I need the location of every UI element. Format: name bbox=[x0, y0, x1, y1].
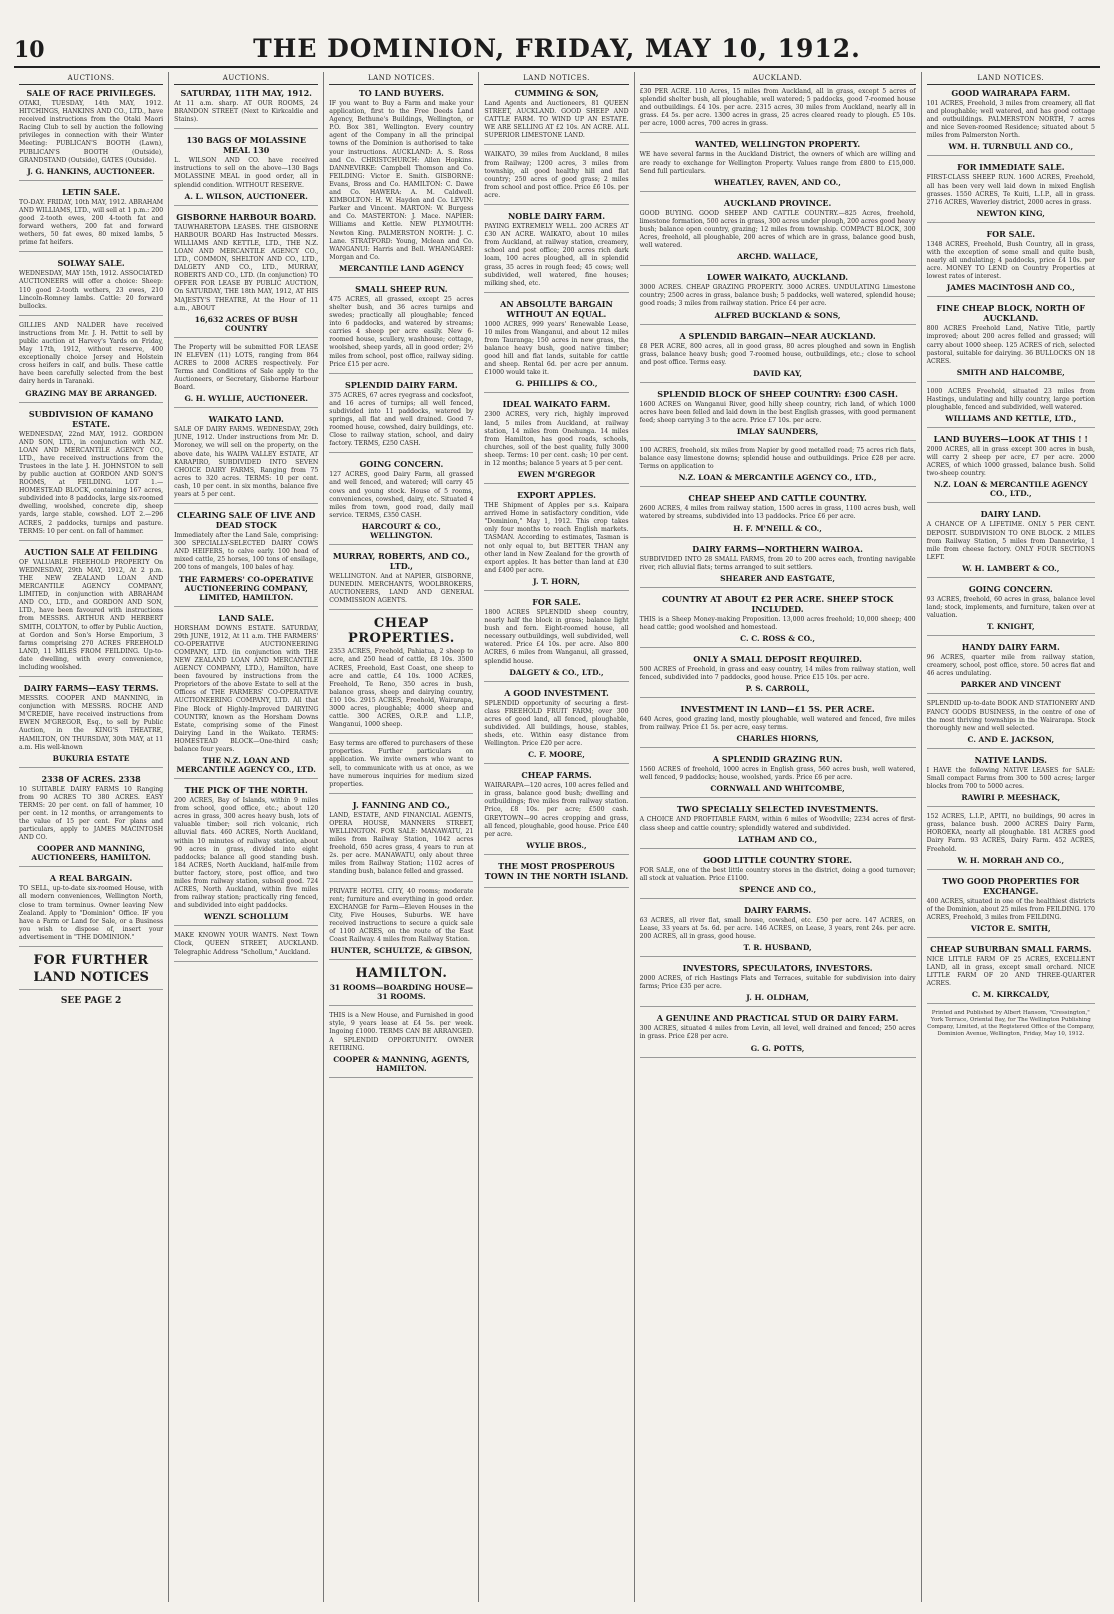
column-heading: AUCKLAND. bbox=[640, 74, 916, 85]
ad-title: DAIRY FARMS—NORTHERN WAIROA. bbox=[692, 543, 863, 554]
advertisement bbox=[484, 861, 628, 888]
ad-body: 500 ACRES of Freehold, in grass and easy country, 14 miles from railway station, well fenced, subdivided into 7 paddocks, good house. Price £15 10s. per acre. bbox=[639, 665, 916, 681]
advertisement bbox=[484, 151, 628, 205]
ad-body: £8 PER ACRE, 800 acres, all in good grass, 80 acres ploughed and sown in English grass, balance heavy bush; good 7-roomed house, outbuildings, etc.; close to school and post office. Terms easy. bbox=[639, 342, 916, 366]
ad-title: TO LAND BUYERS. bbox=[358, 88, 444, 98]
ad-body: 127 ACRES, good Dairy Farm, all grassed and well fenced, and watered; will carry 45 cows and young stock. House of 5 rooms, conveniences, cowshed, dairy, etc. Situated 4 miles from town, good road, daily mail service. TERMS, £350 CASH. bbox=[329, 471, 474, 519]
advertisement bbox=[484, 211, 628, 293]
ad-signature: W. H. LAMBERT & CO., bbox=[962, 563, 1060, 573]
ad-signature: H. F. M'NEILL & CO., bbox=[733, 523, 822, 533]
advertisement bbox=[484, 490, 628, 591]
ad-signature: G. H. WYLLIE, AUCTIONEER. bbox=[184, 394, 308, 404]
ad-body: LAND, ESTATE, AND FINANCIAL AGENTS, OPERA HOUSE, MANNERS STREET, WELLINGTON. FOR SALE: MANAWATU, 21 miles from Railway Station, 1042 acres freehold, 650 acres grass, 4 years to run at 2s. per acre. MANAWATU, only about three miles from Railway Station; 1102 acres of standing bush, balance felled and grassed. bbox=[329, 811, 474, 876]
ad-title: FOR FURTHER bbox=[33, 953, 149, 969]
ad-title: AN ABSOLUTE BARGAIN WITHOUT AN EQUAL. bbox=[500, 298, 613, 319]
ad-signature: N.Z. LOAN & MERCANTILE AGENCY CO., LTD., bbox=[933, 480, 1088, 499]
ad-body: 300 ACRES, situated 4 miles from Levin, all level, well drained and fenced; 250 acres in grass. Price £28 per acre. bbox=[639, 1025, 916, 1041]
advertisement bbox=[927, 700, 1095, 748]
advertisement bbox=[927, 509, 1095, 577]
ad-body: Easy terms are offered to purchasers of these properties. Further particulars on application. We invite owners who want to sell, to communicate with us at once, as we have numerous inquiries for medium sized properties. bbox=[329, 740, 474, 788]
ad-body: 400 ACRES, situated in one of the healthiest districts of the Dominion, about 25 miles from FEILDING. 170 ACRES, Freehold, 3 miles from FEILDING. bbox=[926, 897, 1095, 921]
ad-title: GOING CONCERN. bbox=[968, 583, 1053, 594]
ad-title: SMALL SHEEP RUN. bbox=[355, 283, 448, 294]
column-5 bbox=[635, 72, 922, 1602]
advertisement bbox=[640, 493, 916, 537]
ad-title: 130 BAGS OF MOLASSINE MEAL 130 bbox=[186, 135, 306, 156]
ad-signature: SHEARER AND EASTGATE, bbox=[720, 573, 836, 583]
ad-title: SPLENDID BLOCK OF SHEEP COUNTRY: £300 CASH. bbox=[657, 388, 898, 399]
advertisement bbox=[329, 966, 473, 1006]
ad-title: CHEAP PROPERTIES. bbox=[347, 616, 455, 647]
ad-body: TAUWHARETOPA LEASES. THE GISBORNE HARBOUR BOARD Has Instructed Messrs. WILLIAMS AND KETTLE, LTD., THE N.Z. LOAN AND MERCANTILE AGENCY CO., LTD., COMMON, SHELTON AND CO., LTD., DALGETY AND CO., LTD., MURRAY, ROBERTS AND CO., LTD. (In conjunction) TO OFFER FOR LEASE BY PUBLIC AUCTION, On SATURDAY, THE 18th MAY, 1912, AT HIS MAJESTY'S THEATRE, At the Hour of 11 a.m., ABOUT bbox=[174, 223, 319, 312]
ad-signature: GRAZING MAY BE ARRANGED. bbox=[25, 388, 157, 398]
ad-body: 1600 ACRES on Wanganui River, good hilly sheep country, rich land, of which 1000 acres have been felled and laid down in the best English grasses, with good permanent feed; sheep carrying 3 to the acre. Price £7 10s. per acre. bbox=[639, 400, 916, 424]
column-4 bbox=[479, 72, 634, 1602]
advertisement bbox=[329, 888, 473, 961]
ad-body: 10 SUITABLE DAIRY FARMS 10 Ranging from 90 ACRES TO 380 ACRES. EASY TERMS: 20 per cent. on fall of hammer, 10 per cent. in 12 months, or arrangements to the value of 15 per cent. For plans and particulars, apply to JAMES MACINTOSH AND CO. bbox=[19, 785, 164, 842]
ad-title: LOWER WAIKATO, AUCKLAND. bbox=[707, 272, 849, 283]
ad-signature: C. C. ROSS & CO., bbox=[740, 633, 815, 643]
ad-signature: C. M. KIRKCALDY, bbox=[971, 990, 1050, 1000]
ad-signature: J. G. HANKINS, AUCTIONEER. bbox=[27, 166, 155, 176]
ad-title: LAND BUYERS—LOOK AT THIS ! ! bbox=[933, 434, 1088, 445]
ad-body: 3000 ACRES. CHEAP GRAZING PROPERTY. 3000 ACRES. UNDULATING Limestone country; 2500 acres in grass, balance bush; 5 paddocks, well watered, splendid house; good roads; 3 miles from railway station. Price £4 per acre. bbox=[639, 284, 916, 308]
advertisement bbox=[174, 212, 318, 338]
advertisement bbox=[927, 303, 1095, 381]
ad-body: 63 ACRES, all river flat, small house, cowshed, etc. £50 per acre. 147 ACRES, on Lease, 33 years at 5s. 6d. per acre. 146 ACRES, on Lease, 3 years, rent 24s. per acre. 200 ACRES, all in grass, good house. bbox=[639, 916, 916, 941]
column-2 bbox=[169, 72, 324, 1602]
ad-title: IDEAL WAIKATO FARM. bbox=[502, 399, 611, 410]
ad-title: THE PICK OF THE NORTH. bbox=[184, 785, 308, 796]
advertisement bbox=[19, 683, 163, 768]
ad-title: COUNTRY AT ABOUT £2 PER ACRE. SHEEP STOCK INCLUDED. bbox=[661, 593, 894, 614]
advertisement bbox=[19, 873, 163, 947]
column-1 bbox=[14, 72, 169, 1602]
column-heading: LAND NOTICES. bbox=[329, 74, 473, 85]
ad-body: 640 Acres, good grazing land, mostly ploughable, well watered and fenced, five miles from railway. Price £1 5s. per acre, easy terms. bbox=[639, 716, 916, 732]
ad-body: WEDNESDAY, MAY 15th, 1912. ASSOCIATED AUCTIONEERS will offer a choice: Sheep: 110 good 2-tooth wethers, 23 ewes, 210 Lincoln-Romney lambs. Cattle: 20 forward bullocks. bbox=[19, 270, 164, 310]
ad-body: TO SELL, up-to-date six-roomed House, with all modern conveniences, Wellington North, close to tram terminus. Owner leaving New Zealand. Apply to "Dominion" Office. IF you have a Farm or Land for Sale, or a Business you wish to dispose of, insert your advertisement in "THE DOMINION." bbox=[19, 885, 164, 941]
ad-body: 475 ACRES, all grassed, except 25 acres shelter bush, and 36 acres turnips and swedes; practically all ploughable; fenced into 6 paddocks, and watered by streams; carries 4 sheep per acre easily. New 6-roomed house, scullery, washhouse; cottage, woolshed, sheep yards, all in good order; 2½ miles from school, post office, railway siding. Price £15 per acre. bbox=[329, 295, 474, 368]
ad-title: SATURDAY, 11TH MAY, 1912. bbox=[180, 88, 312, 98]
ad-body: L. WILSON AND CO. have received instructions to sell on the above—130 Bags MOLASSINE MEAL in good order, all in splendid condition. WITHOUT RESERVE. bbox=[174, 157, 319, 189]
ad-signature: EWEN M'GREGOR bbox=[517, 470, 596, 480]
ad-signature: WM. H. TURNBULL AND CO., bbox=[948, 142, 1074, 152]
imprint-footer: Printed and Published by Albert Hansom, "Cressington," York Terrace, Oriental Bay, for The Wellington Publishing Company, Limited, at the Registered Office of the Company, Dominion Avenue, Wellington, Friday, May 10, 1912. bbox=[927, 1010, 1095, 1038]
see-page-note: SEE PAGE 2 bbox=[60, 996, 122, 1007]
ad-body: 152 ACRES, L.I.P., APITI, no buildings, 90 acres in grass, balance bush. 2000 ACRES Dairy Farm, HOROEKA, nearly all ploughable. 181 ACRES good Dairy Farm. 93 ACRES, Dairy Farm. 452 ACRES, Freehold. bbox=[926, 813, 1095, 853]
advertisement bbox=[329, 616, 473, 734]
advertisement bbox=[484, 770, 628, 855]
ad-title: HANDY DAIRY FARM. bbox=[961, 642, 1060, 653]
advertisement bbox=[640, 654, 916, 698]
ad-title: DAIRY FARMS. bbox=[744, 904, 812, 915]
advertisement bbox=[640, 88, 916, 133]
ad-title: FOR IMMEDIATE SALE. bbox=[957, 162, 1065, 173]
ad-title: TWO SPECIALLY SELECTED INVESTMENTS. bbox=[676, 804, 879, 815]
ad-signature: G. G. POTTS, bbox=[750, 1043, 805, 1053]
advertisement bbox=[19, 187, 163, 253]
ad-signature: W. H. MORRAH AND CO., bbox=[957, 855, 1065, 865]
ad-title: GOING CONCERN. bbox=[359, 459, 444, 470]
advertisement bbox=[927, 229, 1095, 297]
column-heading: LAND NOTICES. bbox=[484, 74, 628, 85]
ad-signature: T. KNIGHT, bbox=[986, 622, 1035, 632]
ad-title: DAIRY LAND. bbox=[980, 509, 1041, 520]
advertisement bbox=[174, 414, 318, 504]
ad-signature: CHARLES HIORNS, bbox=[736, 734, 819, 744]
ad-body: FIRST-CLASS SHEEP RUN. 1600 ACRES, Freehold, all has been very well laid down in mixed English grasses. 1550 ACRES, Te Kuiti, L.I.P., all in grass. 2716 ACRES, Waverley district, 2000 acres in grass. bbox=[926, 174, 1095, 206]
ad-signature: COOPER & MANNING, AGENTS, HAMILTON. bbox=[333, 1054, 470, 1073]
ad-body: OF VALUABLE FREEHOLD PROPERTY On WEDNESDAY, 29th MAY, 1912, At 2 p.m. THE NEW ZEALAND LOAN AND MERCANTILE AGENCY COMPANY, LIMITED, in conjunction with ABRAHAM AND CO., LTD., and GORDON AND SON, LTD., have been favoured with instructions from MESSRS. ARTHUR AND HERBERT SMITH, COLYTON, to offer by Public Auction, at Gordon and Son's Horse Emporium, 3 farms comprising 270 ACRES FREEHOLD LAND, 11 MILES FROM FEILDING. Up-to-date dwelling, with every convenience, including woolshed. bbox=[19, 558, 164, 671]
advertisement bbox=[329, 800, 473, 882]
ad-signature: NEWTON KING, bbox=[976, 208, 1045, 218]
ad-body: OTAKI, TUESDAY, 14th MAY, 1912. HITCHINGS, HANKINS AND CO., LTD., have received instructions from the Otaki Maori Racing Club to sell by auction the following privileges in connection with their Winter Meeting: PUBLICAN'S BOOTH (Lawn), PUBLICAN'S BOOTH (Outside), GRANDSTAND (Outside), GATES (Outside). bbox=[19, 100, 164, 164]
advertisement bbox=[19, 953, 163, 990]
advertisement bbox=[640, 963, 916, 1007]
ad-title: CUMMING & SON, bbox=[514, 88, 599, 98]
advertisement bbox=[927, 434, 1095, 503]
ad-title: NOBLE DAIRY FARM. bbox=[507, 211, 606, 222]
ad-signature: J. T. HORN, bbox=[533, 576, 580, 586]
advertisement bbox=[174, 510, 318, 606]
ad-title: SOLWAY SALE. bbox=[57, 258, 125, 269]
advertisement bbox=[329, 284, 473, 374]
advertisement bbox=[174, 932, 318, 961]
column-7 bbox=[922, 72, 1100, 1602]
ad-signature: HARCOURT & CO., WELLINGTON. bbox=[361, 521, 441, 540]
ad-body: TO-DAY. FRIDAY, 10th MAY, 1912. ABRAHAM AND WILLIAMS, LTD., will sell at 1 p.m.: 200 good 2-tooth ewes, 200 4-tooth fat and forward wethers, 200 fat and forward wethers, 50 fat ewes, 80 mixed lambs, 5 prime fat heifers. bbox=[19, 198, 164, 247]
ad-title: ONLY A SMALL DEPOSIT REQUIRED. bbox=[693, 653, 862, 664]
ad-signature: A. L. WILSON, AUCTIONEER. bbox=[184, 191, 308, 201]
ad-body: 2300 ACRES, very rich, highly improved land, 5 miles from Auckland, at railway station, 14 miles from Onehunga. 14 miles from Hamilton, has good roads, schools, churches, soil of the best quality, fully 3000 sheep. Terms: 10 per cent. cash; 10 per cent. in 12 months; balance 5 years at 5 per cent. bbox=[484, 411, 629, 467]
ad-signature: IMLAY SAUNDERS, bbox=[736, 427, 819, 437]
ad-body: THIS is a Sheep Money-making Proposition. 13,000 acres freehold; 10,000 sheep; 400 head cattle; good woolshed and homestead. bbox=[639, 615, 916, 631]
ad-title: GOOD WAIRARAPA FARM. bbox=[951, 88, 1071, 98]
advertisement bbox=[927, 642, 1095, 694]
advertisement bbox=[927, 755, 1095, 807]
ad-body: The Property will be submitted FOR LEASE IN ELEVEN (11) LOTS, ranging from 864 ACRES to 2008 ACRES respectively. For Terms and Conditions of Sale apply to the Auctioneers, or Secretary, Gisborne Harbour Board. bbox=[174, 343, 319, 392]
ad-title: A REAL BARGAIN. bbox=[49, 873, 133, 884]
advertisement bbox=[329, 1012, 473, 1077]
ad-body: 1800 ACRES SPLENDID sheep country, nearly half the block in grass; balance light bush and fern. Eight-roomed house, all necessary outbuildings, well subdivided, well watered. Price £4 10s. per acre. Also 800 ACRES, 6 miles from Wanganui, all grassed, splendid house. bbox=[484, 608, 629, 665]
ad-signature: HUNTER, SCHULTZE, & GIBSON, bbox=[330, 946, 473, 956]
ad-body: GILLIES AND NALDER have received instructions from Mr. J. H. Pettit to sell by public auction at Harvey's Yards on Friday, May 17th, 1912, without reserve, 400 exceptionally choice Jersey and Holstein cross heifers in calf, and bulls. These cattle have been carefully selected from the best dairy herds in Taranaki. bbox=[19, 321, 164, 386]
ad-title: AUCKLAND PROVINCE. bbox=[723, 197, 832, 208]
ad-title: CHEAP SUBURBAN SMALL FARMS. bbox=[930, 943, 1092, 954]
ad-title: NATIVE LANDS. bbox=[974, 754, 1047, 765]
advertisement bbox=[640, 855, 916, 899]
ad-signature: ARCHD. WALLACE, bbox=[737, 252, 819, 262]
ad-body: I HAVE the following NATIVE LEASES for SALE: Small compact Farms from 300 to 500 acres; larger blocks from 700 to 5000 acres. bbox=[926, 766, 1095, 791]
ad-body: THE Shipment of Apples per s.s. Kaipara arrived Home in satisfactory condition, vide "Dominion," May 1, 1912. This crop takes only four months to reach English markets. TASMAN. According to estimates, Tasman is not only equal to, but BETTER THAN any other land in New Zealand for the growth of export apples. It has better than land at £30 and £400 per acre. bbox=[484, 502, 629, 574]
advertisement bbox=[329, 740, 473, 794]
ad-signature: SPENCE AND CO., bbox=[739, 884, 817, 894]
advertisement bbox=[927, 388, 1095, 428]
ad-signature: VICTOR E. SMITH, bbox=[970, 923, 1051, 933]
ad-signature: THE FARMERS' CO-OPERATIVE AUCTIONEERING COMPANY, LIMITED, HAMILTON. bbox=[178, 574, 314, 602]
ad-signature: N.Z. LOAN & MERCANTILE AGENCY CO., LTD., bbox=[678, 473, 877, 483]
ad-body: PRIVATE HOTEL CITY, 40 rooms; moderate rent; furniture and everything in good order. EXCHANGE for Farm—Eleven Houses in the City, Five Houses, Suburbs. WE have received instructions to secure a quick sale of 1100 ACRES, on the route of the East Coast Railway. 4 miles from Railway Station. bbox=[329, 887, 474, 944]
ad-body: HORSHAM DOWNS ESTATE. SATURDAY, 29th JUNE, 1912, At 11 a.m. THE FARMERS' CO-OPERATIVE AUCTIONEERING COMPANY, LTD. (in conjunction with THE NEW ZEALAND LOAN AND MERCANTILE AGENCY COMPANY, LTD.), Hamilton, have been favoured by instructions from the Proprietors of the above Estate to sell at the Offices of THE FARMERS' CO-OPERATIVE AUCTIONEERING COMPANY, LTD. All that Fine Block of Highly-Improved DAIRYING COUNTRY, known as the Horsham Downs Estate, comprising some of the Finest Dairying Land in the Waikato. TERMS: HOMESTEAD BLOCK—One-third cash; balance four years. bbox=[174, 624, 319, 753]
ad-body: SPLENDID up-to-date BOOK AND STATIONERY AND FANCY GOODS BUSINESS, in the centre of one of the most thriving townships in the Wairarapa. Stock thoroughly new and well selected. bbox=[926, 700, 1095, 732]
ad-title: THE MOST PROSPEROUS TOWN IN THE NORTH ISLAND. bbox=[484, 860, 629, 881]
advertisement bbox=[174, 135, 318, 205]
ad-body: WE have several farms in the Auckland District, the owners of which are willing and are ready to exchange for Wellington Property. Values range from £800 to £15,000. Send full particulars. bbox=[639, 151, 916, 175]
ad-signature: JAMES MACINTOSH AND CO., bbox=[946, 283, 1075, 293]
ad-title: INVESTMENT IN LAND—£1 5S. PER ACRE. bbox=[680, 704, 875, 715]
ad-signature: WYLIE BROS., bbox=[526, 840, 587, 850]
advertisement bbox=[484, 688, 628, 765]
ad-body: 1000 ACRES, 999 years' Renewable Lease, 10 miles from Wanganui, and about 12 miles from Tauranga; 150 acres in new grass, the balance heavy bush, good native timber; good hill and flat lands, suitable for cattle and sheep. Rental 6d. per acre per annum. £1000 would take it. bbox=[484, 320, 629, 377]
ad-title: INVESTORS, SPECULATORS, INVESTORS. bbox=[682, 963, 873, 974]
advertisement bbox=[640, 331, 916, 383]
ad-title: DAIRY FARMS—EASY TERMS. bbox=[23, 683, 159, 694]
advertisement bbox=[927, 162, 1095, 222]
ad-title: 2338 OF ACRES. 2338 bbox=[41, 773, 141, 784]
advertisement bbox=[329, 459, 473, 545]
ad-title: FINE CHEAP BLOCK, NORTH OF AUCKLAND. bbox=[936, 303, 1086, 324]
ad-body: 101 ACRES, Freehold, 3 miles from creamery, all flat and ploughable; well watered, and has good cottage and outbuildings. PALMERSTON NORTH, 7 acres and nice Seven-roomed Residence; situated about 5 miles from Palmerston North. bbox=[926, 100, 1095, 140]
column-3 bbox=[324, 72, 479, 1602]
ad-signature: CORNWALL AND WHITCOMBE, bbox=[710, 784, 845, 794]
ad-signature: THE N.Z. LOAN AND MERCANTILE AGENCY CO., LTD. bbox=[176, 756, 316, 775]
ad-body: 93 ACRES, freehold, 60 acres in grass, balance level land; stock, implements, and furniture, taken over at valuation. bbox=[926, 595, 1095, 620]
ad-body: A CHANCE OF A LIFETIME. ONLY 5 PER CENT. DEPOSIT. SUBDIVISION TO ONE BLOCK. 2 MILES from Railway Station, 5 miles from Dannevirke, 1 mile from cheese factory. ONLY FOUR SECTIONS LEFT. bbox=[926, 521, 1095, 561]
advertisement bbox=[640, 139, 916, 191]
ad-body: 2000 ACRES, all in grass except 300 acres in bush, will carry 2 sheep per acre, £7 per acre. 2000 ACRES, of which 1000 grassed, balance bush. Solid two-sheep country. bbox=[926, 446, 1095, 478]
ad-body: IF you want to Buy a Farm and make your application, first to the Free Deeds Land Agency, Bethune's Buildings, Wellington, or P.O. Box 381, Wellington. Every country agent of the Company in all the principal towns of the Dominion is authorised to take your instructions. AUCKLAND: A. S. Ross and Co. CHRISTCHURCH: Allen Hopkins. DANNEVIRKE: Campbell Thomson and Co. FEILDING: Victor E. Smith. GISBORNE: Evans, Bross and Co. HAMILTON: C. Dawe and Co. HAWERA: A. M. Caldwell. KIMBOLTON: H. W. Hayden and Co. LEVIN: Parker and Vincent. MARTON: W. Burgess and Co. MASTERTON: J. Mace. NAPIER: Williams and Kettle. NEW PLYMOUTH: Newton King. PALMERSTON NORTH: J. C. Lane. STRATFORD: Young, Mclean and Co. WANGANUI: Harris and Bell. WHANGAREI: Morgan and Co. bbox=[329, 100, 474, 261]
advertisement bbox=[19, 409, 163, 541]
advertisement bbox=[640, 704, 916, 748]
ad-signature: DAVID KAY, bbox=[753, 368, 803, 378]
advertisement bbox=[484, 399, 628, 484]
newspaper-title: THE DOMINION, FRIDAY, MAY 10, 1912. bbox=[253, 34, 861, 63]
ad-signature: 31 ROOMS—BOARDING HOUSE—31 ROOMS. bbox=[329, 983, 473, 1002]
ad-signature: J. H. OLDHAM, bbox=[746, 993, 809, 1003]
ad-body: 2000 ACRES, of rich Hastings Flats and Terraces, suitable for subdivision into dairy farms; Price £35 per acre. bbox=[639, 975, 916, 991]
ad-title: CLEARING SALE OF LIVE AND DEAD STOCK bbox=[176, 510, 316, 531]
ad-body: FOR SALE, one of the best little country stores in the district, doing a good turnover; all stock at valuation. Price £1100. bbox=[639, 866, 916, 882]
ad-title: GOOD LITTLE COUNTRY STORE. bbox=[703, 854, 852, 865]
ad-signature: LAND NOTICES bbox=[33, 970, 149, 986]
ad-signature: MERCANTILE LAND AGENCY bbox=[338, 263, 464, 273]
ad-body: 1560 ACRES of freehold, 1000 acres in English grass, 560 acres bush, well watered, well fenced, 9 paddocks; house, woolshed, yards. Price £6 per acre. bbox=[639, 766, 916, 782]
ad-body: WELLINGTON. And at NAPIER, GISBORNE, DUNEDIN. MERCHANTS, WOOLBROKERS, AUCTIONEERS, LAND AND GENERAL COMMISSION AGENTS. bbox=[329, 572, 474, 605]
ad-signature: 16,632 ACRES OF BUSH COUNTRY bbox=[194, 314, 298, 333]
ad-title: FOR SALE. bbox=[532, 596, 581, 607]
ad-body: 200 ACRES, Bay of Islands, within 9 miles from school, good office, etc.; about 120 acres in grass, 300 acres heavy bush, lots of valuable timber; soil rich volcanic, rich alluvial flats. 460 ACRES, North Auckland, within 10 minutes of railway station, about 90 acres in grass, divided into eight paddocks; balance all good standing bush. 184 ACRES, North Auckland, half-mile from butter factory, store, post office, and two miles from railway station, subsoil good. 724 ACRES, North Auckland, within five miles from railway station; practically ring fenced, and subdivided into eight paddocks. bbox=[174, 797, 319, 910]
ad-body: GOOD BUYING. GOOD SHEEP AND CATTLE COUNTRY.—825 Acres, freehold, limestone formation, 500 acres in grass, 300 acres under plough, 200 acres good heavy bush; balance open country, grazing; 12 miles from township. COMPACT BLOCK, 300 Acres, freehold, all ploughable, 200 acres of which are in grass, balance good bush, well watered. bbox=[639, 209, 916, 250]
ad-body: 100 ACRES, freehold, six miles from Napier by good metalled road; 75 acres rich flats, balance easy limestone downs; splendid house and outbuildings. Price £28 per acre. Terms on application to bbox=[639, 447, 916, 471]
advertisement bbox=[174, 88, 318, 129]
ad-title: HAMILTON. bbox=[355, 966, 448, 982]
advertisement bbox=[640, 1013, 916, 1057]
ad-body: SALE OF DAIRY FARMS. WEDNESDAY, 29th JUNE, 1912. Under instructions from Mr. D. Moroney, we will sell on the property, on the above date, his WAIPA VALLEY ESTATE, AT KARAPIRO, SUBDIVIDED INTO SEVEN CHOICE DAIRY FARMS, Ranging from 75 acres to 320 acres. TERMS: 10 per cent. cash, 10 per cent. in six months, balance five years at 5 per cent. bbox=[174, 426, 319, 498]
ad-title: CHEAP FARMS. bbox=[521, 770, 592, 781]
advertisement bbox=[640, 389, 916, 441]
advertisement bbox=[927, 813, 1095, 869]
advertisement bbox=[484, 299, 628, 394]
ad-title: SUBDIVISION OF KAMANO ESTATE. bbox=[28, 408, 154, 429]
advertisement bbox=[329, 380, 473, 454]
ad-signature: WILLIAMS AND KETTLE, LTD., bbox=[945, 414, 1077, 424]
advertisement bbox=[174, 344, 318, 409]
ad-title: CHEAP SHEEP AND CATTLE COUNTRY. bbox=[688, 493, 867, 504]
ad-title: A SPLENDID BARGAIN—NEAR AUCKLAND. bbox=[679, 330, 876, 341]
advertisement bbox=[484, 597, 628, 682]
advertisement bbox=[640, 905, 916, 957]
ad-signature: P. S. CARROLL, bbox=[745, 684, 810, 694]
ad-title: LETIN SALE. bbox=[62, 186, 121, 197]
ad-body: MAKE KNOWN YOUR WANTS. Next Town Clock, QUEEN STREET, AUCKLAND. Telegraphic Address "Schollum," Auckland. bbox=[174, 932, 319, 956]
advertisement bbox=[640, 447, 916, 487]
advertisement bbox=[19, 322, 163, 403]
advertisement bbox=[19, 547, 163, 677]
ad-body: 375 ACRES, 67 acres ryegrass and cocksfoot, and 16 acres of turnips; all well fenced, subdivided into 11 paddocks, watered by springs, all flat and well drained. Good 7-roomed house, cowshed, dairy buildings, etc. Close to railway station, school, and dairy factory. TERMS, £250 CASH. bbox=[329, 391, 474, 448]
advertisement bbox=[19, 258, 163, 315]
ad-body: Land Agents and Auctioneers, 81 QUEEN STREET, AUCKLAND. GOOD SHEEP AND CATTLE FARM. TO WIND UP AN ESTATE. WE ARE SELLING AT £2 10s. AN ACRE. ALL SUPERIOR LIMESTONE LAND. bbox=[484, 100, 629, 140]
ad-signature: PARKER AND VINCENT bbox=[960, 680, 1061, 690]
ad-body: WAIKATO, 39 miles from Auckland, 8 miles from Railway; 1200 acres, 3 miles from township, all good healthy hill and flat country; 250 acres of good grass; 2 miles from school and post office. Price £6 10s. per acre. bbox=[484, 151, 629, 199]
advertisement bbox=[174, 785, 318, 926]
ad-title: AUCTION SALE AT FEILDING bbox=[24, 546, 158, 557]
ad-title: WANTED, WELLINGTON PROPERTY. bbox=[694, 139, 861, 150]
advertisement bbox=[640, 198, 916, 266]
ad-signature: BUKURIA ESTATE bbox=[52, 753, 130, 763]
ad-body: THIS is a New House, and Furnished in good style, 9 years lease at £4 5s. per week. Ingoing £1000. TERMS CAN BE ARRANGED. A SPLENDID OPPORTUNITY. OWNER RETIRING. bbox=[329, 1012, 474, 1052]
ad-body: 1348 ACRES, Freehold, Bush Country, all in grass, with the exception of some small and quite bush, nearly all undulating; 4 paddocks, price £4 10s. per acre. MONEY TO LEND on Country Properties at lowest rates of interest. bbox=[926, 240, 1095, 281]
ad-title: MURRAY, ROBERTS, AND CO., LTD., bbox=[332, 550, 470, 571]
advertisement bbox=[640, 594, 916, 648]
ad-signature: ALFRED BUCKLAND & SONS, bbox=[714, 310, 841, 320]
ad-title: SPLENDID DAIRY FARM. bbox=[344, 379, 458, 390]
ad-signature: WENZL SCHOLLUM bbox=[204, 912, 289, 922]
ad-title: TWO GOOD PROPERTIES FOR EXCHANGE. bbox=[942, 875, 1080, 896]
ad-body: PAYING EXTREMELY WELL. 200 ACRES AT £30 AN ACRE. WAIKATO, about 10 miles from Auckland, at railway station, creamery, school and post office; 200 acres rich dark loam, 100 acres ploughed, all in splendid grass, 35 acres in rough feed; 45 cows; well subdivided, well watered, fine houses; milking shed, etc. bbox=[484, 223, 629, 287]
ad-signature: WHEATLEY, RAVEN, AND CO., bbox=[714, 177, 841, 187]
advertisement bbox=[927, 88, 1095, 156]
advertisement bbox=[19, 88, 163, 181]
ad-signature: C. F. MOORE, bbox=[528, 750, 585, 760]
column-heading: LAND NOTICES. bbox=[927, 74, 1095, 85]
ad-title: A SPLENDID GRAZING RUN. bbox=[712, 754, 843, 765]
masthead bbox=[14, 32, 1100, 68]
ad-signature: SMITH AND HALCOMBE, bbox=[956, 367, 1065, 377]
page-columns bbox=[14, 72, 1100, 1602]
ad-body: A CHOICE AND PROFITABLE FARM, within 6 miles of Woodville; 2234 acres of first-class sheep and cattle country; splendidly watered and subdivided. bbox=[639, 816, 916, 832]
ad-title: GISBORNE HARBOUR BOARD. bbox=[176, 211, 317, 222]
ad-body: Immediately after the Land Sale, comprising: 300 SPECIALLY-SELECTED DAIRY COWS AND HEIFERS, to calve early. 100 head of mixed cattle, 25 horses, 100 tons of ensilage, 200 tons of mangels, 100 bales of hay. bbox=[174, 532, 319, 572]
advertisement bbox=[329, 551, 473, 610]
ad-body: NICE LITTLE FARM OF 25 ACRES, EXCELLENT LAND, all in grass, except small orchard. NICE LITTLE FARM OF 20 AND THREE-QUARTER ACRES. bbox=[926, 955, 1095, 988]
ad-title: WAIKATO LAND. bbox=[208, 414, 284, 425]
ad-body: MESSRS. COOPER AND MANNING, in conjunction with MESSRS. ROCHE AND M'CREDIE, have received instructions from EWEN M'GREGOR, Esq., to sell by Public Auction, in the KING'S THEATRE, HAMILTON, ON THURSDAY, 30th MAY, at 11 a.m. His well-known bbox=[19, 695, 164, 751]
ad-title: FOR SALE. bbox=[986, 228, 1036, 239]
advertisement bbox=[174, 613, 318, 780]
ad-body: WEDNESDAY, 22nd MAY, 1912. GORDON AND SON, LTD., in conjunction with N.Z. LOAN AND MERCANTILE AGENCY CO., LTD., have received instructions from the Trustees in the late J. H. JOHNSTON to sell by public auction at GORDON AND SON'S ROOMS, at FEILDING. LOT 1.—HOMESTEAD BLOCK, containing 167 acres, subdivided into 8 paddocks, large six-roomed dwelling, woolshed, concrete dip, sheep yards, large stable, cowshed. LOT 2.—296 ACRES, 2 paddocks, turnips and pasture. TERMS: 10 per cent. on fall of hammer. bbox=[19, 430, 164, 535]
advertisement bbox=[640, 272, 916, 324]
column-heading: AUCTIONS. bbox=[174, 74, 318, 85]
advertisement bbox=[927, 944, 1095, 1004]
ad-body: 800 ACRES Freehold Land, Native Title, partly improved; about 200 acres felled and grassed; will carry about 1000 sheep. 125 ACRES of rich, selected pastoral, suitable for dairying. 36 BULLOCKS ON 18 ACRES. bbox=[926, 325, 1095, 365]
advertisement bbox=[640, 754, 916, 798]
ad-body: SPLENDID opportunity of securing a first-class FREEHOLD FRUIT FARM; over 300 acres of good land, all fenced, ploughable, subdivided. All buildings, house, stables, sheds, etc. Within easy distance from Wellington. Price £20 per acre. bbox=[484, 699, 629, 748]
ad-signature: RAWIRI P. MEESHACK, bbox=[961, 793, 1061, 803]
ad-body: WAIRARAPA—120 acres, 100 acres felled and in grass, balance good bush; dwelling and outbuildings; five miles from railway station. Price, £8 10s. per acre; £500 cash. GREYTOWN—90 acres cropping and grass, all fenced, ploughable, good house. Price £40 per acre. bbox=[484, 782, 629, 838]
column-heading: AUCTIONS. bbox=[19, 74, 163, 85]
ad-signature: COOPER AND MANNING, AUCTIONEERS, HAMILTON. bbox=[31, 844, 151, 863]
ad-body: At 11 a.m. sharp. AT OUR ROOMS, 24 BRANDON STREET (Next to Kirkcaldie and Stains). bbox=[174, 100, 319, 124]
ad-body: 2600 ACRES, 4 miles from railway station, 1500 acres in grass, 1100 acres bush, well watered by streams, subdivided into 13 paddocks. Price £6 per acre. bbox=[639, 505, 916, 521]
advertisement bbox=[484, 88, 628, 145]
ad-body: 2353 ACRES, Freehold, Pahiatua, 2 sheep to acre, and 250 head of cattle, £8 10s. 3500 ACRES, Freehold, East Coast, one sheep to acre and cattle, £4 10s. 1000 ACRES, Freehold, Te Reno, 350 acres in bush, balance grass, sheep and dairying country, £10 10s. 2915 ACRES, Freehold, Wairarapa, 3000 acres, ploughable; 4000 sheep and cattle. 300 ACRES, O.R.P. and L.I.P., Wanganui, 1000 sheep. bbox=[329, 648, 474, 729]
ad-title: A GENUINE AND PRACTICAL STUD OR DAIRY FARM. bbox=[656, 1013, 899, 1024]
ad-body: 1000 ACRES Freehold, situated 23 miles from Hastings, undulating and hilly country, large portion ploughable, fenced and subdivided, well watered. bbox=[926, 387, 1095, 411]
ad-title: A GOOD INVESTMENT. bbox=[504, 687, 609, 698]
ad-body: 96 ACRES, quarter mile from railway station, creamery, school, post office, store. 50 acres flat and 46 acres undulating. bbox=[926, 654, 1095, 678]
ad-signature: C. AND E. JACKSON, bbox=[967, 734, 1055, 744]
page-number: 10 bbox=[14, 37, 45, 63]
advertisement bbox=[19, 774, 163, 868]
ad-signature: T. R. HUSBAND, bbox=[743, 943, 812, 953]
advertisement bbox=[329, 88, 473, 278]
ad-body: SUBDIVIDED INTO 28 SMALL FARMS, from 20 to 200 acres each, fronting navigable river, rich alluvial flats; terms arranged to suit settlers. bbox=[639, 555, 916, 571]
ad-signature: DALGETY & CO., LTD., bbox=[509, 667, 604, 677]
ad-signature: LATHAM AND CO., bbox=[737, 834, 818, 844]
ad-title: EXPORT APPLES. bbox=[517, 490, 596, 501]
ad-signature: G. PHILLIPS & CO., bbox=[515, 379, 598, 389]
ad-title: J. FANNING AND CO., bbox=[352, 799, 450, 810]
advertisement bbox=[927, 584, 1095, 636]
advertisement bbox=[640, 804, 916, 848]
ad-body: £30 PER ACRE. 110 Acres, 15 miles from Auckland, all in grass, except 5 acres of splendid shelter bush, all ploughable, well watered; 5 paddocks, good 7-roomed house and outbuildings. £4 10s. per acre. 2315 acres, 30 miles from Auckland, nearly all in grass. £4 5s. per acre. 1300 acres in grass, 25 acres cleared ready to plough. £5 10s. per acre, 1000 acres, 700 acres in grass. bbox=[639, 88, 916, 128]
advertisement bbox=[927, 876, 1095, 938]
ad-title: SALE OF RACE PRIVILEGES. bbox=[26, 88, 156, 98]
ad-title: LAND SALE. bbox=[218, 612, 274, 623]
advertisement bbox=[640, 544, 916, 588]
